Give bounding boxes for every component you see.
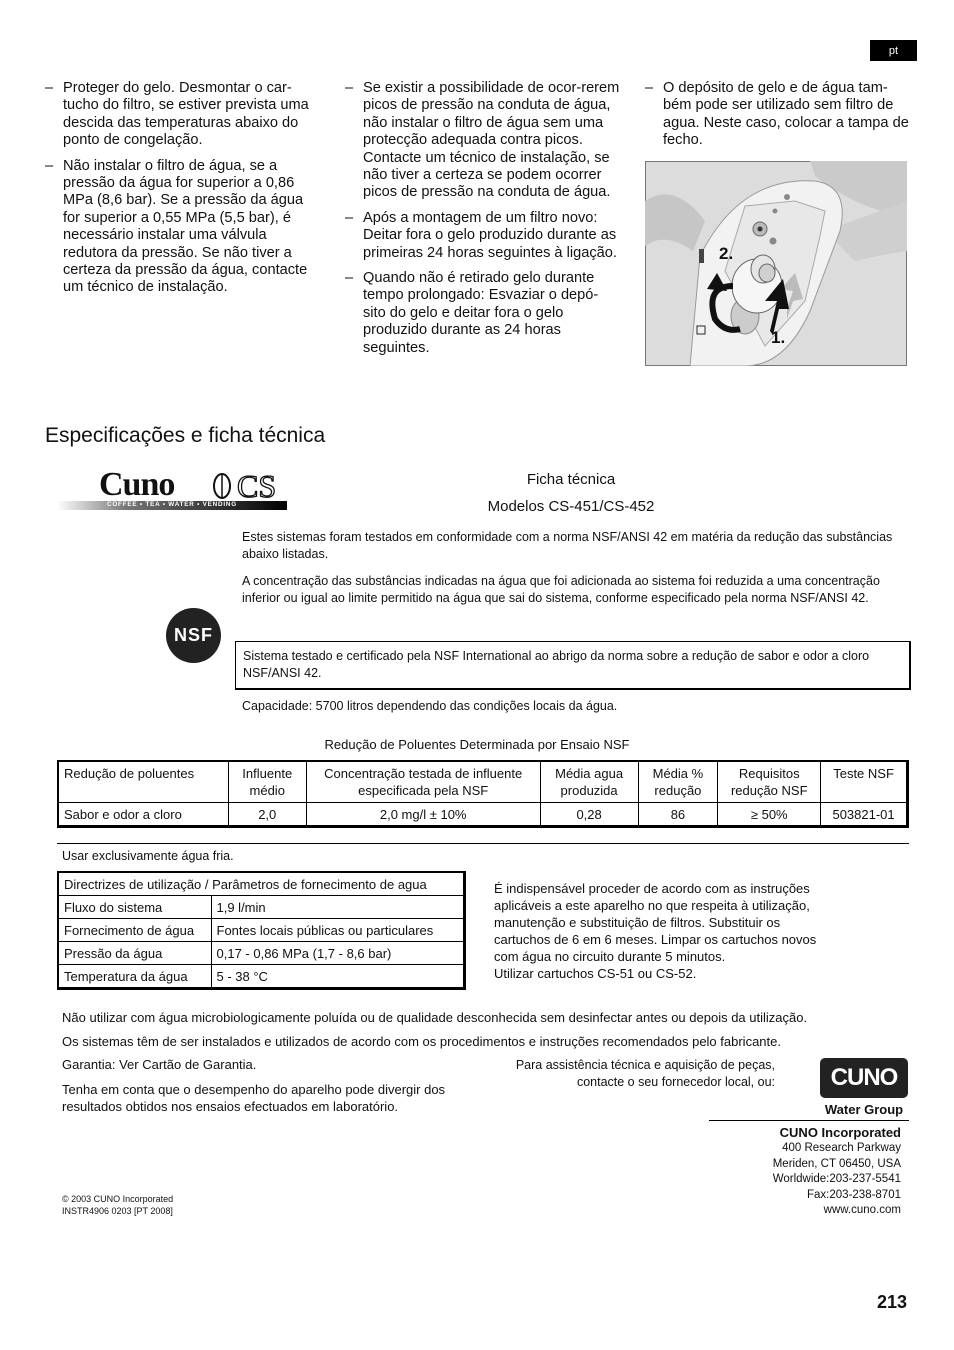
assistance-text (470, 1057, 775, 1090)
datasheet-models: Modelos CS-451/CS-452 (487, 498, 655, 515)
warranty-text: Garantia: Ver Cartão de Garantia. (62, 1057, 257, 1072)
website: www.cuno.com (823, 1204, 901, 1216)
copyright-line-1: © 2003 CUNO Incorporated (62, 1194, 174, 1204)
header-cell: Concentração testada de influente especificada pela NSF (306, 761, 540, 803)
address-line-1: 400 Research Parkway (782, 1142, 901, 1154)
header-cell: Redução de poluentes (58, 761, 228, 803)
page-number: 213 (876, 1292, 907, 1312)
step-1-label: 1. (771, 328, 786, 347)
table-cell: 5 - 38 °C (211, 965, 465, 989)
table-cell: Sabor e odor a cloro (58, 803, 228, 827)
copyright (62, 1193, 173, 1217)
table-row (58, 803, 908, 827)
cuno-tagline: COFFEE • TEA • WATER • VENDING (107, 501, 237, 508)
table-cell: Fontes locais públicas ou particulares (211, 919, 465, 942)
table-cell: 2,0 mg/l ± 10% (306, 803, 540, 827)
table-rule (57, 843, 909, 844)
warning-installation: Os sistemas têm de ser instalados e utilizados de acordo com os procedimentos e instruções recomendados pelo fabricante. (62, 1034, 781, 1049)
list-item: – O depósito de gelo e de água tam-bém pode ser utilizado sem filtro de agua. Neste caso, colocar a tampa de fecho. (645, 80, 915, 150)
table-row (58, 919, 465, 942)
header-cell: Influente médio (228, 761, 306, 803)
certified-text: Sistema testado e certificado pela NSF International ao abrigo da norma sobre a redução de sabor e odor a cloro NSF/ANSI 42. (243, 649, 870, 680)
table-row (58, 896, 465, 919)
list-item: – Quando não é retirado gelo durante tempo prolongado: Esvaziar o depó-sito do gelo e deitar fora o gelo produzido durante as 24 horas seguintes. (345, 270, 620, 357)
warning-microbiological: Não utilizar com água microbiologicamente poluída ou de qualidade desconhecida sem desinfectar antes ou depois da utilização. (62, 1010, 808, 1025)
header-cell: Média agua produzida (540, 761, 638, 803)
nsf-logo-text: NSF (174, 625, 213, 645)
text-column-3 (645, 80, 915, 158)
table-cell: Fornecimento de água (58, 919, 211, 942)
table-cell: 2,0 (228, 803, 306, 827)
header-cell: Média % redução (638, 761, 718, 803)
capacity-text: Capacidade: 5700 litros dependendo das condições locais da água. (242, 699, 618, 713)
list-item: – Proteger do gelo. Desmontar o car-tucho do filtro, se estiver prevista uma descida das temperaturas abaixo do ponto de congelação. (45, 80, 315, 150)
step-2-label: 2. (719, 244, 734, 263)
cs-mark-text: CS (237, 468, 277, 504)
table-title-cell: Directrizes de utilização / Parâmetros de fornecimento de agua (58, 872, 465, 896)
table-row (58, 872, 465, 896)
instructions-note (494, 880, 839, 982)
language-tab: pt (870, 40, 917, 61)
certified-box (235, 641, 911, 690)
list-item: – Após a montagem de um filtro novo: Deitar fora o gelo produzido durante as primeiras 24 horas seguintes à ligação. (345, 210, 620, 262)
address-line-2: Meriden, CT 06450, USA (772, 1157, 901, 1170)
list-item: – Não instalar o filtro de água, se a pressão da água for superior a 0,86 MPa (8,6 bar). Se a pressão da água for superior a 0,55 MPa (5,5 bar), é necessário instalar uma válvula redutora da pressão. Se não tiver a certeza da pressão da água, contacte um técnico de instalação. (45, 158, 315, 297)
water-group-text: Water Group (824, 1102, 904, 1117)
nsf-logo (166, 608, 221, 663)
pollutant-table-caption: Redução de Poluentes Determinada por Ensaio NSF (324, 737, 630, 752)
cuno-water-group-logo (820, 1058, 908, 1098)
phone-worldwide: Worldwide:203-237-5541 (772, 1173, 901, 1185)
tested-text: Estes sistemas foram testados em conformidade com a norma NSF/ANSI 42 em matéria da redução das substâncias abaixo listadas. (242, 530, 893, 561)
table-cell: Temperatura da água (58, 965, 211, 989)
filter-cap-illustration (645, 161, 907, 366)
company-rule (709, 1120, 909, 1121)
pollutant-table (57, 760, 909, 828)
cartridges-text: Utilizar cartuchos CS-51 ou CS-52. (494, 966, 697, 981)
table-cell: 0,28 (540, 803, 638, 827)
text-column-1 (45, 80, 315, 305)
table-row (58, 965, 465, 989)
guidelines-table (57, 871, 466, 990)
header-cell: Requisitos redução NSF (718, 761, 821, 803)
table-cell: 0,17 - 0,86 MPa (1,7 - 8,6 bar) (211, 942, 465, 965)
instructions-text: É indispensável proceder de acordo com as instruções aplicáveis a este aparelho no que respeita à utilização, manutenção e substituição de filtros. Substituir os cartuchos de 6 em 6 meses. Limpar os cartuchos novos com água no circuito durante 5 minutos. (494, 881, 817, 964)
table-cell: 1,9 l/min (211, 896, 465, 919)
copyright-line-2: INSTR4906 0203 [PT 2008] (62, 1206, 173, 1216)
cuno-cs-logo (57, 468, 287, 512)
company-address (700, 1124, 901, 1219)
text-column-2 (345, 80, 620, 365)
company-name: CUNO Incorporated (779, 1125, 901, 1140)
table-row (58, 942, 465, 965)
cuno-mark-text: CUNO (830, 1064, 898, 1091)
table-cell: 503821-01 (821, 803, 908, 827)
performance-note: Tenha em conta que o desempenho do aparelho pode divergir dos resultados obtidos nos ensaios efectuados em laboratório. (62, 1082, 446, 1114)
concentration-text: A concentração das substâncias indicadas na água que foi adicionada ao sistema foi reduzida a uma concentração inferior ou igual ao limite permitido na água que sai do sistema, conforme especificado pela norma NSF/ANSI 42. (242, 574, 880, 605)
table-cell: 86 (638, 803, 718, 827)
table-header-row (58, 761, 908, 803)
header-cell: Teste NSF (821, 761, 908, 803)
section-title: Especificações e ficha técnica (45, 424, 326, 447)
table-cell: ≥ 50% (718, 803, 821, 827)
datasheet-title-block (471, 466, 671, 520)
fax-number: Fax:203-238-8701 (807, 1188, 901, 1201)
assistance-line-2: contacte o seu fornecedor local, ou: (576, 1074, 775, 1089)
cold-water-note: Usar exclusivamente água fria. (62, 849, 234, 863)
table-cell: Pressão da água (58, 942, 211, 965)
cuno-brand-text: Cuno (99, 466, 175, 503)
datasheet-title: Ficha técnica (526, 471, 616, 488)
list-item: – Se existir a possibilidade de ocor-rerem picos de pressão na conduta de água, não instalar o filtro de água sem uma protecção adequada contra picos. Contacte um técnico de instalação, se não tiver a certeza se podem ocorrer picos de pressão na conduta de água. (345, 80, 620, 202)
assistance-line-1: Para assistência técnica e aquisição de peças, (515, 1058, 775, 1072)
table-cell: Fluxo do sistema (58, 896, 211, 919)
